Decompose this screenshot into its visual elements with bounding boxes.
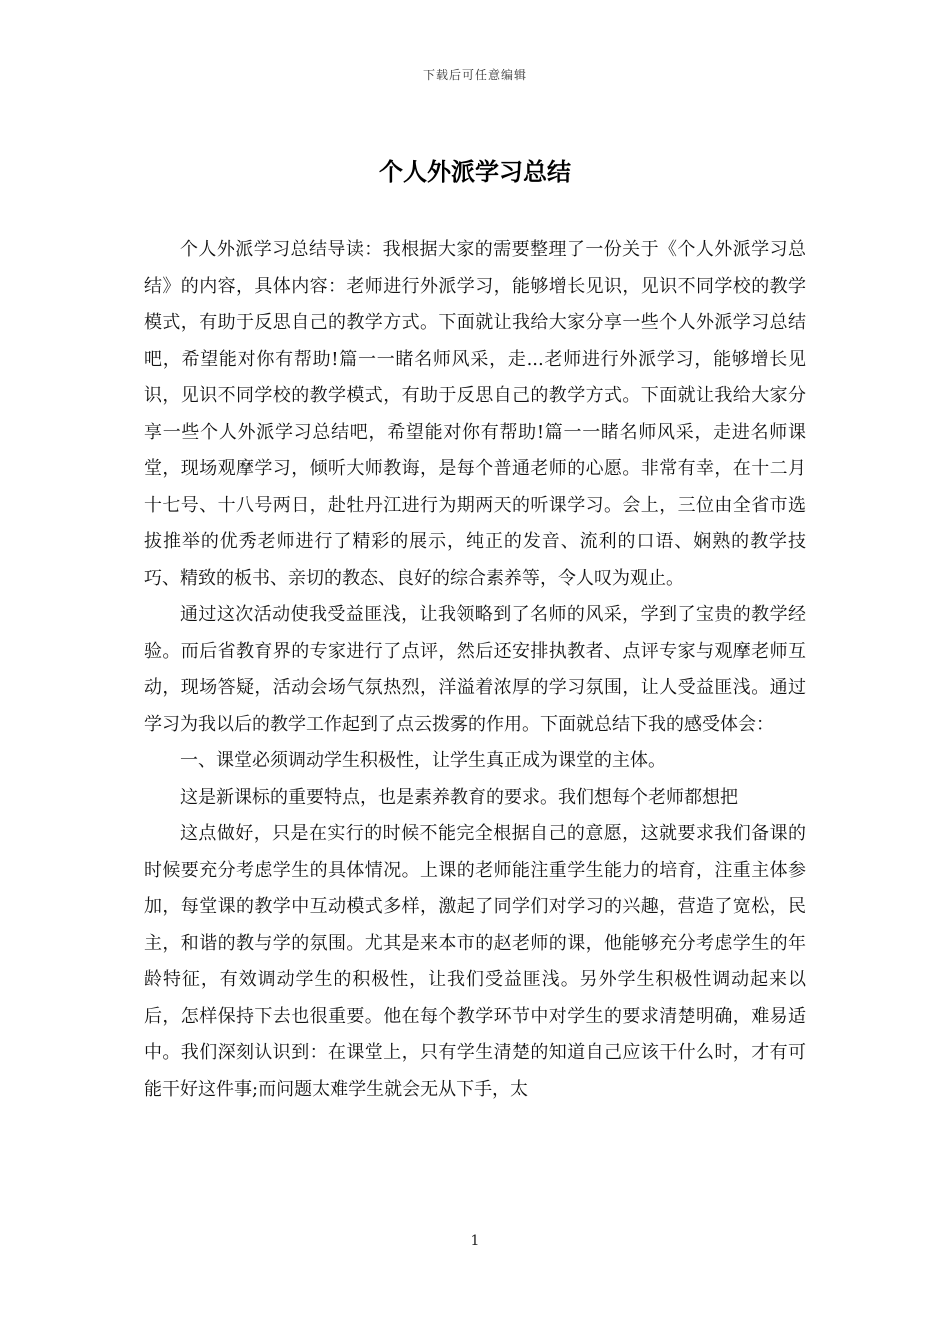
paragraph-curriculum: 这是新课标的重要特点，也是素养教育的要求。我们想每个老师都想把	[180, 786, 738, 808]
paragraph-intro: 个人外派学习总结导读：我根据大家的需要整理了一份关于《个人外派学习总结》的内容，具体内容：老师进行外派学习，能够增长见识，见识不同学校的教学模式，有助于反思自己的教学方式。下面就让我给大家分享一些个人外派学习总结吧，希望能对你有帮助!篇一一睹名师风采，走...老师进行外派学习，能够增长见识，见识不同学校的教学模式，有助于反思自己的教学方式。下面就让我给大家分享一些个人外派学习总结吧，希望能对你有帮助!篇一一睹名师风采，走进名师课堂，现场观摩学习，倾听大师教诲，是每个普通老师的心愿。非常有幸，在十二月十七号、十八号两日，赴牡丹江进行为期两天的听课学习。会上，三位由全省市选拔推举的优秀老师进行了精彩的展示，纯正的发音、流利的口语、娴熟的教学技巧、精致的板书、亲切的教态、良好的综合素养等，令人叹为观止。	[144, 239, 806, 589]
page-number: 1	[470, 1233, 480, 1249]
paragraph-activity: 通过这次活动使我受益匪浅，让我领略到了名师的风采，学到了宝贵的教学经验。而后省教育界的专家进行了点评，然后还安排执教者、点评专家与观摩老师互动，现场答疑，活动会场气氛热烈，洋溢着浓厚的学习氛围，让人受益匪浅。通过学习为我以后的教学工作起到了点云拨雾的作用。下面就总结下我的感受体会：	[144, 604, 806, 735]
header-note: 下载后可任意编辑	[422, 68, 527, 82]
document-body	[144, 232, 806, 1108]
paragraph-practice: 这点做好，只是在实行的时候不能完全根据自己的意愿，这就要求我们备课的时候要充分考虑学生的具体情况。上课的老师能注重学生能力的培育，注重主体参加，每堂课的教学中互动模式多样，激起了同学们对学习的兴趣，营造了宽松，民主，和谐的教与学的氛围。尤其是来本市的赵老师的课，他能够充分考虑学生的年龄特征，有效调动学生的积极性，让我们受益匪浅。另外学生积极性调动起来以后，怎样保持下去也很重要。他在每个教学环节中对学生的要求清楚明确，难易适中。我们深刻认识到：在课堂上，只有学生清楚的知道自己应该干什么时，才有可能干好这件事;而问题太难学生就会无从下手，太	[144, 823, 806, 1100]
paragraph-heading-one: 一、课堂必须调动学生积极性，让学生真正成为课堂的主体。	[180, 750, 666, 771]
document-title: 个人外派学习总结	[379, 157, 571, 186]
